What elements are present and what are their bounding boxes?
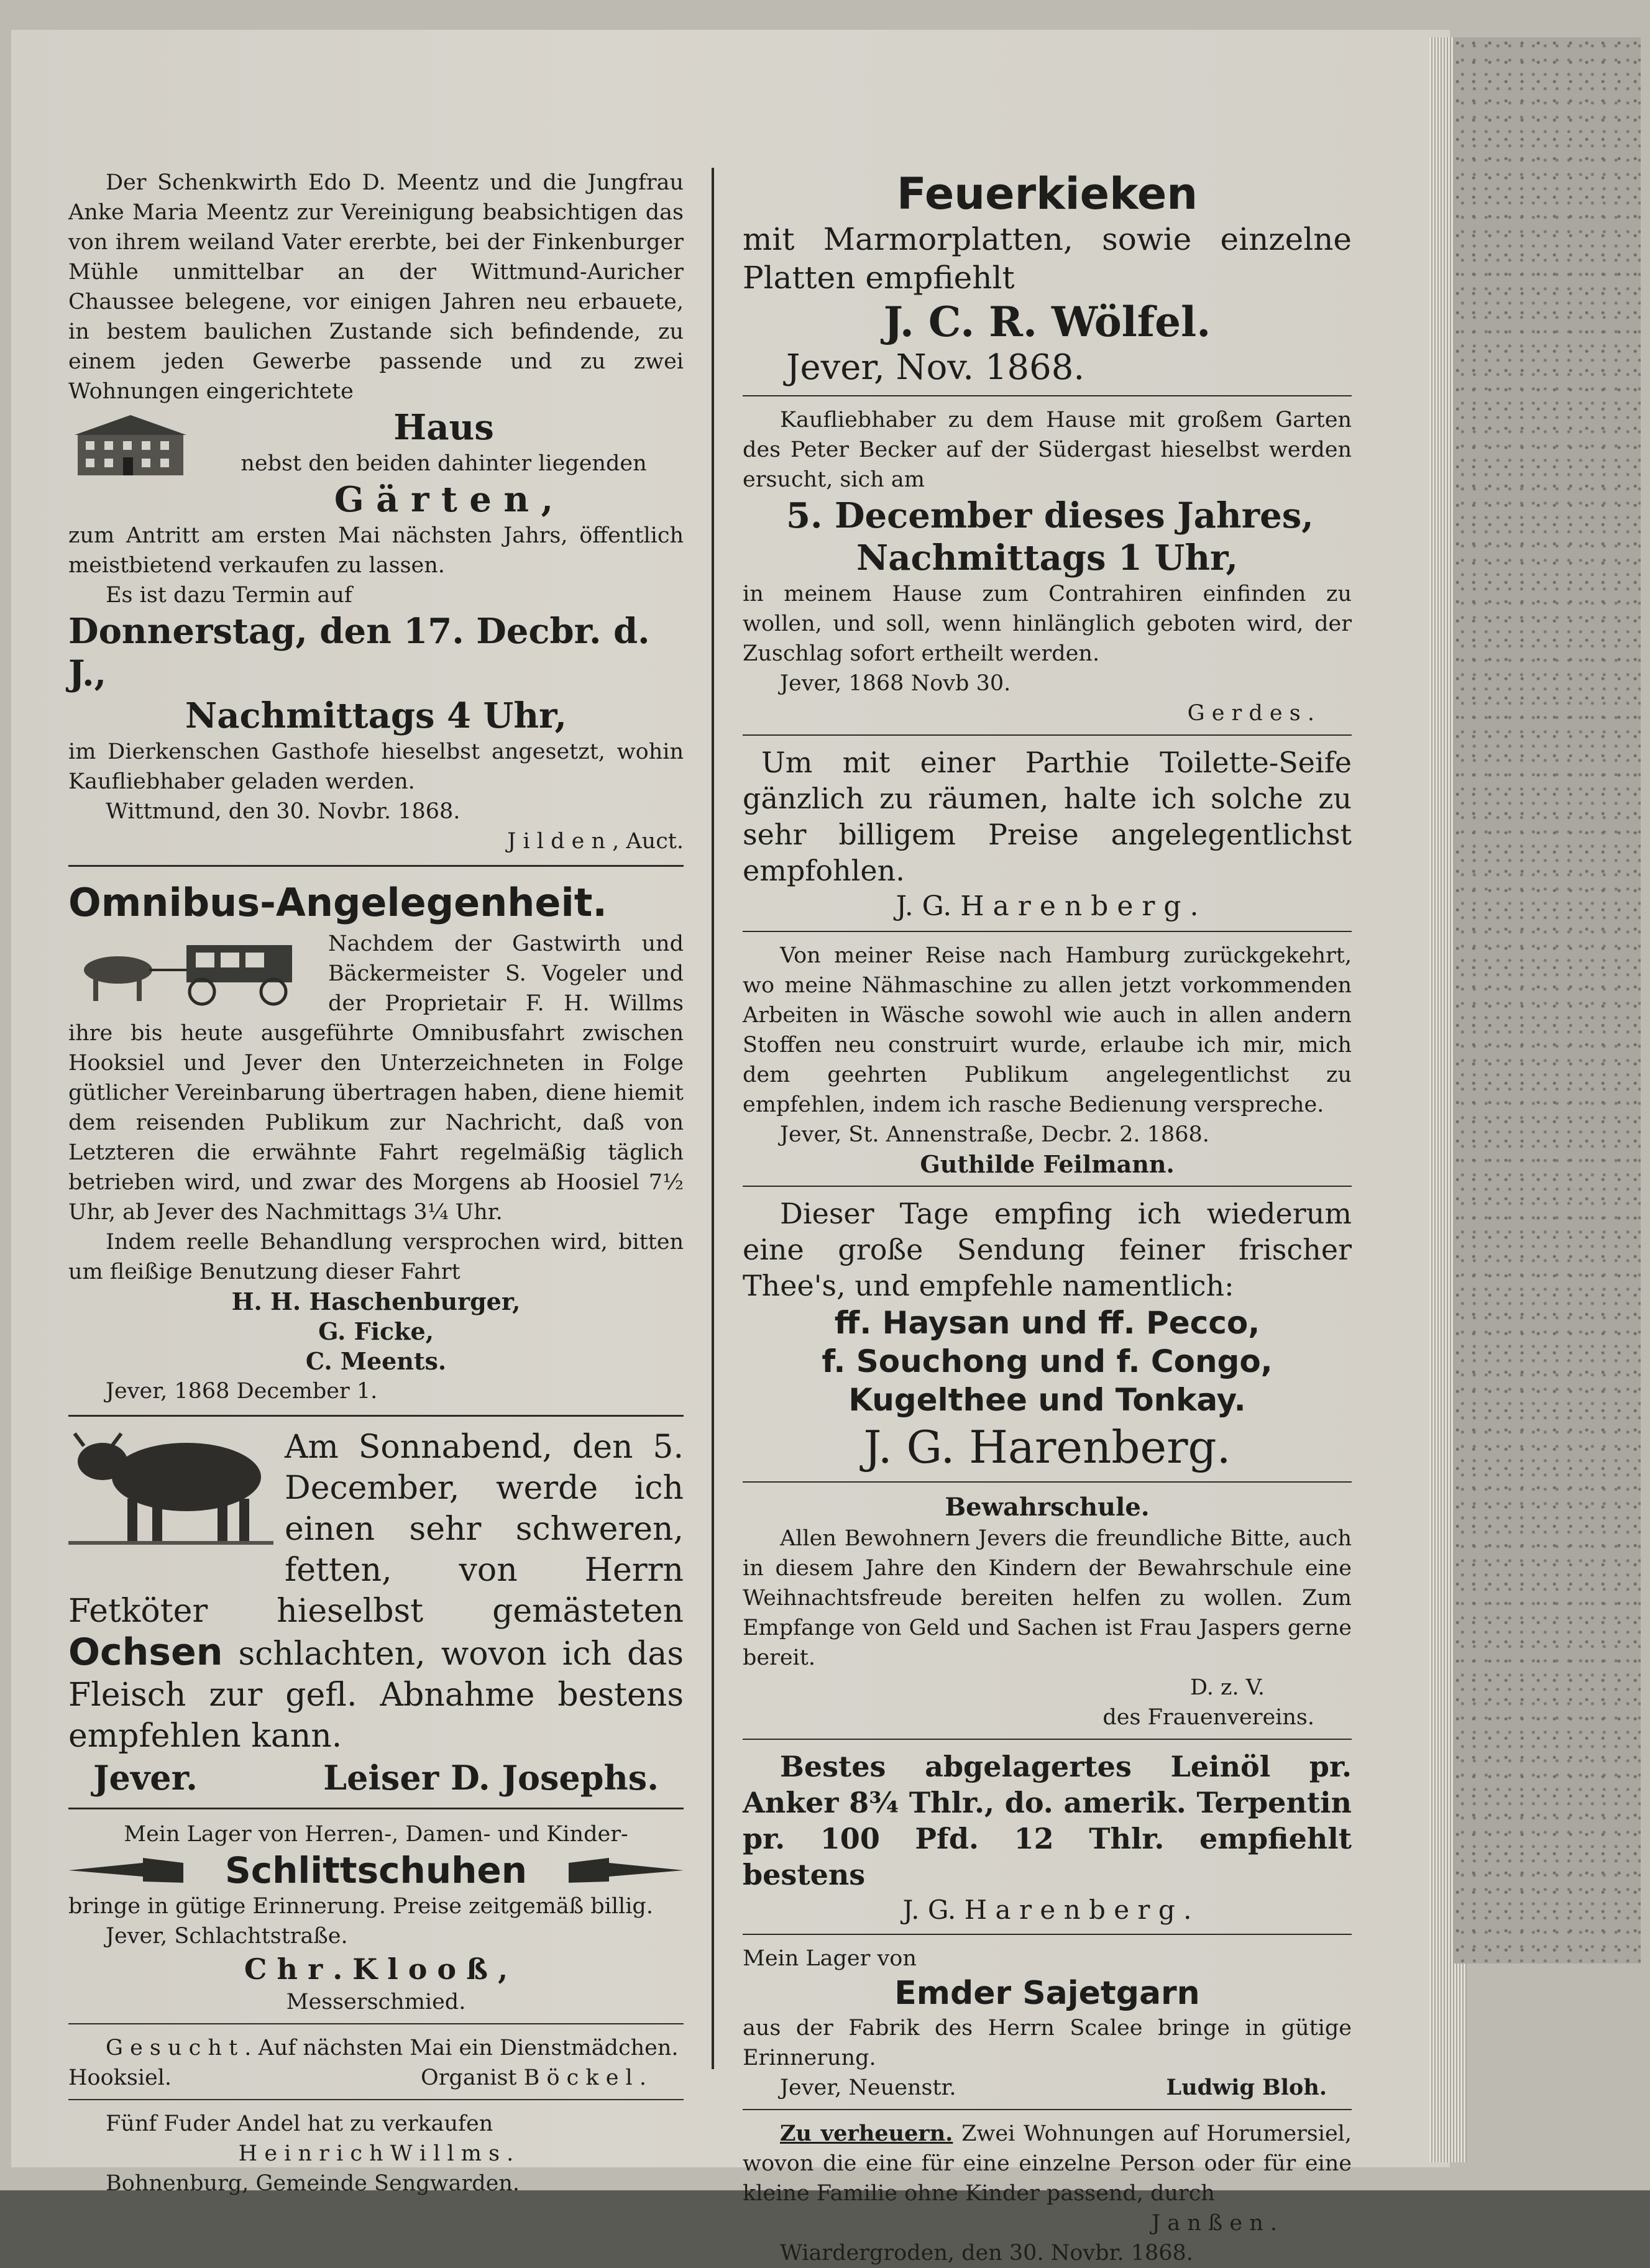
ad-dateline: Wittmund, den 30. Novbr. 1868.: [106, 799, 461, 824]
ad-signer: G. Ficke,: [318, 1317, 434, 1345]
house-illustration: [68, 410, 193, 478]
ad-schlittschuhe: [68, 1819, 684, 2017]
ad-headline: Feuerkieken: [896, 168, 1198, 219]
ad-text: Fünf Fuder Andel hat zu verkaufen: [106, 2111, 493, 2136]
ad-text: G e s u c h t . Auf nächsten Mai ein Dienstmädchen.: [106, 2036, 679, 2060]
ad-text: Zwei Wohnungen auf Horumersiel, wovon die eine für eine einzelne Person oder für eine kleine Familie ohne Kinder passend, durch: [743, 2121, 1352, 2206]
ad-ochsen: [68, 1427, 684, 1799]
ad-text: in meinem Hause zum Contrahiren einfinden zu wollen, und soll, wenn hinlänglich geboten wird, der Zuschlag sofort ertheilt werden.: [743, 582, 1352, 666]
divider: [743, 734, 1352, 736]
ad-signer: H. H. Haschenburger,: [231, 1287, 521, 1315]
divider: [743, 1934, 1352, 1935]
ad-product-line: f. Souchong und f. Congo,: [822, 1343, 1273, 1379]
ad-kaufliebhaber: [743, 405, 1352, 728]
ad-andel: [68, 2109, 684, 2198]
ad-headline: Emder Sajetgarn: [894, 1975, 1200, 2012]
column-divider: [712, 168, 714, 2069]
ad-text: Von meiner Reise nach Hamburg zurückgekehrt, wo meine Nähmaschine zu allen jetzt vorkommenden Arbeiten in Wäsche sowohl wie auch in allen andern Stoffen neu construirt wurde, erlaube ich mir, mich dem geehrten Publikum angelegentlichst zu empfehlen, indem ich rasche Bedienung verspreche.: [743, 943, 1352, 1117]
ad-time-line: Nachmittags 4 Uhr,: [185, 695, 567, 736]
ad-signer: J i l d e n , Auct.: [507, 829, 684, 854]
ad-text: Bestes abgelagertes Leinöl pr. Anker 8¾ Thlr., do. amerik. Terpentin pr. 100 Pfd. 12 Thlr. empfiehlt bestens: [743, 1750, 1352, 1891]
ad-signer: J a n ß e n .: [1152, 2211, 1277, 2236]
ad-leinoel: [743, 1749, 1352, 1927]
ad-text: Mein Lager von: [743, 1946, 917, 1971]
ad-naehmaschine: [743, 941, 1352, 1179]
ox-illustration: [68, 1430, 273, 1548]
ad-text: Am Sonnabend, den 5. December, werde ich einen sehr schweren, fetten, von Herrn Fetköter hieselbst gemästeten: [68, 1429, 684, 1630]
divider: [743, 395, 1352, 396]
divider: [743, 2109, 1352, 2110]
ad-text: Allen Bewohnern Jevers die freundliche Bitte, auch in diesem Jahre den Kindern der Bewahrschule eine Weihnachtsfreude bereiten helfen zu wollen. Zum Empfange von Geld und Sachen ist Frau Jaspers gerne bereit.: [743, 1526, 1352, 1670]
ad-signer: C. Meents.: [305, 1347, 447, 1375]
ad-headline: Omnibus-Angelegenheit.: [68, 880, 607, 925]
ad-signer: Organist B ö c k e l .: [421, 2065, 646, 2090]
ad-headline: G ä r t e n ,: [334, 479, 554, 520]
divider: [68, 1415, 684, 1417]
ad-sajetgarn: [743, 1944, 1352, 2103]
ad-product-line: ff. Haysan und ff. Pecco,: [834, 1305, 1260, 1341]
ad-text: aus der Fabrik des Herrn Scalee bringe in gütige Erinnerung.: [743, 2016, 1352, 2070]
divider: [743, 931, 1352, 932]
ad-date-line: Donnerstag, den 17. Decbr. d. J.,: [68, 611, 650, 694]
ad-signer: G e r d e s .: [1187, 701, 1314, 726]
ad-bewahrschule: [743, 1491, 1352, 1732]
pointing-hand-right-icon: [566, 1852, 684, 1889]
ad-text: mit Marmorplatten, sowie einzelne Platten empfiehlt: [743, 221, 1352, 296]
ad-dateline: Wiardergroden, den 30. Novbr. 1868.: [780, 2241, 1193, 2266]
divider: [743, 1481, 1352, 1483]
ad-haus-sale: [68, 168, 684, 856]
ad-headline: Haus: [393, 407, 494, 448]
ad-signer: J. G. H a r e n b e r g .: [902, 1895, 1192, 1925]
ad-time-line: Nachmittags 1 Uhr,: [856, 537, 1238, 578]
ad-text: Dieser Tage empfing ich wiederum eine große Sendung feiner frischer Thee's, und empfehle namentlich:: [743, 1197, 1352, 1302]
ad-gesucht: [68, 2033, 684, 2093]
ad-signer: Ludwig Bloh.: [1166, 2075, 1327, 2100]
divider: [68, 2023, 684, 2024]
left-column: [68, 168, 684, 2198]
ad-headline: Bewahrschule.: [945, 1493, 1150, 1522]
ad-text: im Dierkenschen Gasthofe hieselbst angesetzt, wohin Kaufliebhaber geladen werden.: [68, 739, 684, 794]
ad-signer: J. G. H a r e n b e r g .: [896, 890, 1199, 922]
ad-text: Indem reelle Behandlung versprochen wird, bitten um fleißige Benutzung dieser Fahrt: [68, 1230, 684, 1284]
ad-signer-role: Messerschmied.: [286, 1990, 466, 2014]
divider: [743, 1739, 1352, 1740]
ad-text: Um mit einer Parthie Toilette-Seife gänzlich zu räumen, halte ich solche zu sehr billigem Preise angelegentlichst empfohlen.: [743, 746, 1352, 887]
divider: [68, 2099, 684, 2100]
ad-text: bringe in gütige Erinnerung. Preise zeitgemäß billig.: [68, 1894, 653, 1919]
ad-text: Kaufliebhaber zu dem Hause mit großem Garten des Peter Becker auf der Südergast hieselbst werden ersucht, sich am: [743, 408, 1352, 492]
ad-text: zum Antritt am ersten Mai nächsten Jahrs, öffentlich meistbietend verkaufen zu lassen.: [68, 523, 684, 578]
coach-illustration: [68, 933, 317, 1007]
ad-dateline: Jever, 1868 December 1.: [106, 1379, 378, 1404]
ad-dateline: Jever, St. Annenstraße, Decbr. 2. 1868.: [780, 1122, 1209, 1147]
ad-highlight: Ochsen: [68, 1630, 223, 1674]
ad-signer: des Frauenvereins.: [1102, 1705, 1314, 1730]
ad-text: Es ist dazu Termin auf: [106, 583, 352, 608]
ad-headline: Schlittschuhen: [224, 1849, 528, 1891]
pointing-hand-left-icon: [68, 1852, 186, 1889]
ad-product-line: Kugelthee und Tonkay.: [848, 1382, 1246, 1418]
divider: [68, 1808, 684, 1809]
ad-signer: H e i n r i c h W i l l m s .: [238, 2141, 514, 2166]
ad-signer: J. G. Harenberg.: [863, 1421, 1231, 1473]
ad-signer: D. z. V.: [1189, 1675, 1265, 1700]
ad-feuerkieken: [743, 168, 1352, 389]
ad-text: schlachten, wovon ich das Fleisch zur gefl. Abnahme bestens empfehlen kann.: [68, 1635, 684, 1755]
ad-place: Jever.: [93, 1758, 198, 1798]
ad-signer: Leiser D. Josephs.: [323, 1758, 659, 1798]
ad-thee: [743, 1196, 1352, 1475]
ad-dateline: Jever, Nov. 1868.: [786, 347, 1085, 388]
ad-omnibus: [68, 877, 684, 1406]
ad-signer: J. C. R. Wölfel.: [883, 298, 1211, 346]
ad-lead: Zu verheuern.: [780, 2121, 953, 2146]
right-column: [743, 168, 1352, 2268]
ad-verheuern: [743, 2119, 1352, 2268]
divider: [68, 865, 684, 867]
ad-text: Der Schenkwirth Edo D. Meentz und die Jungfrau Anke Maria Meentz zur Vereinigung beabsichtigen das von ihrem weiland Vater ererbte, bei der Finkenburger Mühle unmittelbar an der Wittmund-Auricher Chaussee belegene, vor einigen Jahren neu erbauete, in bestem baulichen Zustande sich befindende, zu einem jeden Gewerbe passende und zu zwei Wohnungen eingerichtete: [68, 170, 684, 404]
ad-signer: C h r . K l o o ß ,: [244, 1952, 508, 1986]
ad-address: Jever, Schlachtstraße.: [106, 1924, 348, 1949]
ad-toilette-seife: [743, 744, 1352, 925]
ad-text: Nachdem der Gastwirth und Bäckermeister S. Vogeler und der Proprietair F. H. Willms ihre bis heute ausgeführte Omnibusfahrt zwischen Hooksiel und Jever den Unterzeichneten in Folge gütlicher Vereinbarung übertragen haben, diene hiemit dem reisenden Publikum zur Nachricht, daß von Letzteren die erwähnte Fahrt regelmäßig täglich betrieben wird, und zwar des Morgens ab Hoosiel 7½ Uhr, ab Jever des Nachmittags 3¼ Uhr.: [68, 931, 684, 1225]
book-edge-speckle: [1454, 37, 1641, 1964]
ad-place: Jever, Neuenstr.: [780, 2075, 956, 2100]
ad-signer: Guthilde Feilmann.: [920, 1150, 1175, 1178]
ad-text: Mein Lager von Herren-, Damen- und Kinder-: [124, 1822, 628, 1847]
ad-text: nebst den beiden dahinter liegenden: [241, 451, 647, 476]
divider: [743, 1186, 1352, 1187]
ad-date-line: 5. December dieses Jahres,: [786, 495, 1314, 536]
ad-place: Hooksiel.: [68, 2065, 172, 2090]
ad-place: Bohnenburg, Gemeinde Sengwarden.: [106, 2171, 520, 2196]
ad-dateline: Jever, 1868 Novb 30.: [780, 671, 1011, 696]
